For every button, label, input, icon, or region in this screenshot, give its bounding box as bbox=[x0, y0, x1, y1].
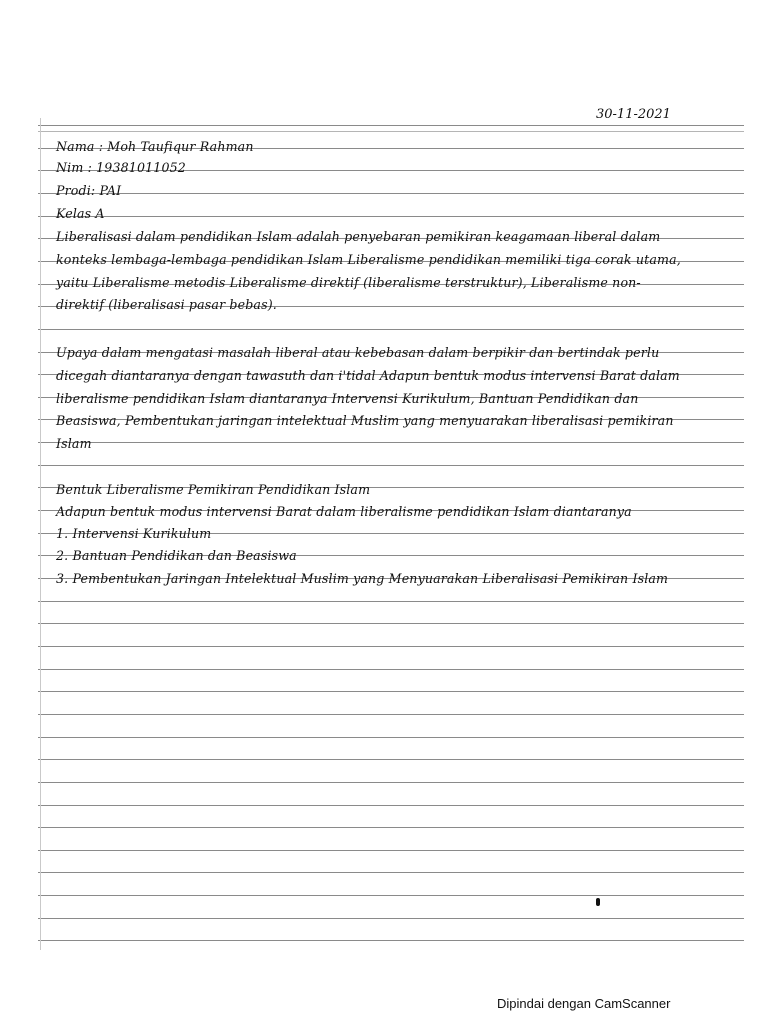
ruled-line bbox=[38, 216, 744, 217]
ruled-line bbox=[38, 442, 744, 443]
list-item: 1. Intervensi Kurikulum bbox=[56, 526, 212, 541]
scanner-watermark: Dipindai dengan CamScanner bbox=[497, 996, 671, 1011]
ruled-line bbox=[38, 601, 744, 602]
ruled-line bbox=[38, 125, 744, 126]
ruled-line bbox=[38, 691, 744, 692]
ruled-line bbox=[38, 193, 744, 194]
nama-line: Nama : Moh Taufiqur Rahman bbox=[56, 139, 254, 154]
paragraph2-line: liberalisme pendidikan Islam diantaranya Intervensi Kurikulum, Bantuan Pendidikan dan bbox=[56, 391, 639, 406]
paragraph2-line: Beasiswa, Pembentukan jaringan intelektual Muslim yang menyuarakan liberalisasi pemikiran bbox=[56, 413, 674, 428]
ruled-line bbox=[38, 850, 744, 851]
nim-line: Nim : 19381011052 bbox=[56, 160, 186, 175]
paragraph1-line: konteks lembaga-lembaga pendidikan Islam Liberalisme pendidikan memiliki tiga corak utama, bbox=[56, 252, 681, 267]
ruled-line bbox=[38, 918, 744, 919]
kelas-line: Kelas A bbox=[56, 206, 105, 221]
ruled-line bbox=[38, 759, 744, 760]
ruled-line bbox=[38, 827, 744, 828]
paragraph2-line: Islam bbox=[56, 436, 92, 451]
ruled-line bbox=[38, 329, 744, 330]
paragraph1-line: Liberalisasi dalam pendidikan Islam adalah penyebaran pemikiran keagamaan liberal dalam bbox=[56, 229, 661, 244]
section-heading: Bentuk Liberalisme Pemikiran Pendidikan Islam bbox=[56, 482, 371, 497]
ruled-line bbox=[38, 805, 744, 806]
ruled-line bbox=[38, 782, 744, 783]
ruled-line bbox=[38, 669, 744, 670]
ruled-line bbox=[38, 465, 744, 466]
margin-line bbox=[40, 118, 41, 950]
section-intro: Adapun bentuk modus intervensi Barat dalam liberalisme pendidikan Islam diantaranya bbox=[56, 504, 632, 519]
ruled-line bbox=[38, 737, 744, 738]
paragraph1-line: yaitu Liberalisme metodis Liberalisme direktif (liberalisme terstruktur), Liberalisme non- bbox=[56, 275, 641, 290]
paragraph2-line: Upaya dalam mengatasi masalah liberal atau kebebasan dalam berpikir dan bertindak perlu bbox=[56, 345, 660, 360]
ruled-line bbox=[38, 623, 744, 624]
ruled-line bbox=[38, 131, 744, 132]
date: 30-11-2021 bbox=[596, 107, 671, 122]
prodi-line: Prodi: PAI bbox=[56, 183, 122, 198]
ruled-line bbox=[38, 940, 744, 941]
ruled-line bbox=[38, 872, 744, 873]
paragraph2-line: dicegah diantaranya dengan tawasuth dan i'tidal Adapun bentuk modus intervensi Barat dalam bbox=[56, 368, 680, 383]
list-item: 2. Bantuan Pendidikan dan Beasiswa bbox=[56, 548, 297, 563]
ruled-line bbox=[38, 895, 744, 896]
ruled-line bbox=[38, 714, 744, 715]
ruled-line bbox=[38, 646, 744, 647]
list-item: 3. Pembentukan Jaringan Intelektual Muslim yang Menyuarakan Liberalisasi Pemikiran Islam bbox=[56, 571, 669, 586]
paragraph1-line: direktif (liberalisasi pasar bebas). bbox=[56, 297, 277, 312]
ink-dot bbox=[596, 898, 600, 906]
